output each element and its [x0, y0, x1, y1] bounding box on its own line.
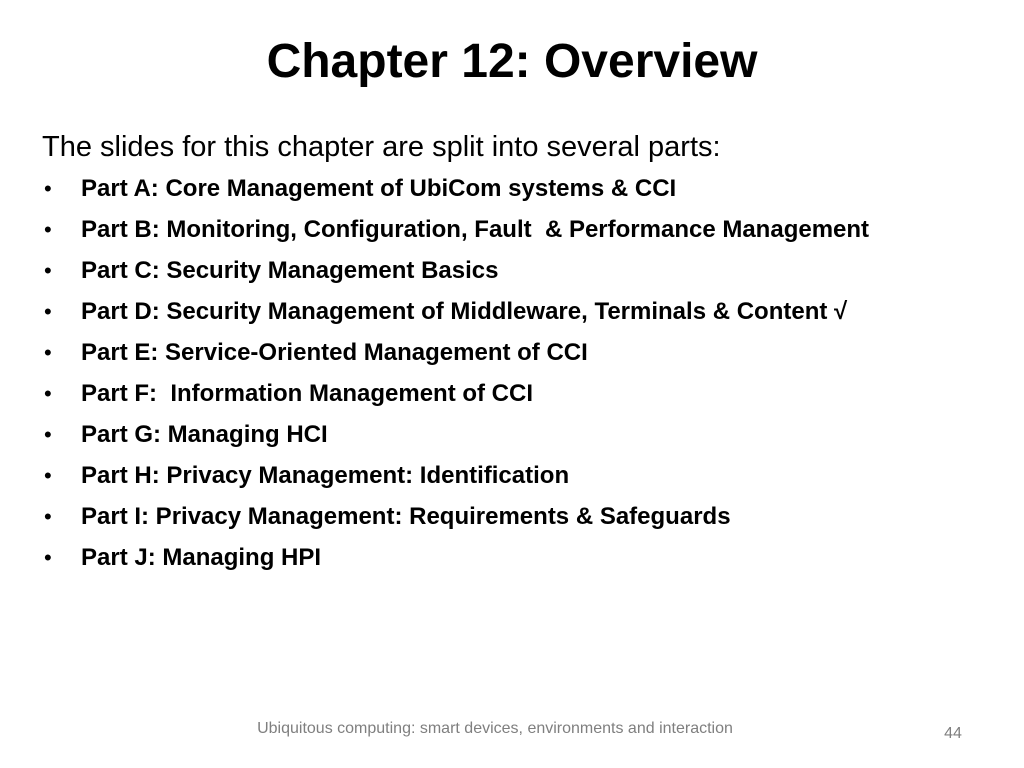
list-item-text: Part C: Security Management Basics — [81, 257, 499, 284]
list-item-part-b — [42, 213, 922, 246]
parts-list — [42, 172, 922, 582]
list-item-text: Part F: Information Management of CCI — [81, 380, 534, 407]
page-number: 44 — [944, 725, 962, 742]
intro-text: The slides for this chapter are split into several parts: — [42, 131, 721, 163]
bullet-icon: • — [44, 463, 52, 488]
slide-title: Chapter 12: Overview — [266, 35, 758, 88]
list-item-part-i — [42, 500, 922, 533]
list-item-text: Part B: Monitoring, Configuration, Fault & Performance Management — [81, 216, 870, 243]
bullet-icon: • — [44, 258, 52, 283]
bullet-icon: • — [44, 299, 52, 324]
list-item-part-e — [42, 336, 922, 369]
bullet-icon: • — [44, 545, 52, 570]
list-item-text: Part D: Security Management of Middleware, Terminals & Content √ — [81, 298, 848, 325]
list-item-text: Part G: Managing HCI — [81, 421, 328, 448]
list-item-text: Part A: Core Management of UbiCom systems & CCI — [81, 175, 677, 202]
list-item-part-a — [42, 172, 922, 205]
list-item-part-c — [42, 254, 922, 287]
bullet-icon: • — [44, 217, 52, 242]
bullet-icon: • — [44, 422, 52, 447]
bullet-icon: • — [44, 504, 52, 529]
list-item-part-j — [42, 541, 922, 574]
bullet-icon: • — [44, 340, 52, 365]
bullet-icon: • — [44, 176, 52, 201]
bullet-icon: • — [44, 381, 52, 406]
list-item-text: Part J: Managing HPI — [81, 544, 322, 571]
list-item-text: Part E: Service-Oriented Management of CCI — [81, 339, 588, 366]
footer-text: Ubiquitous computing: smart devices, environments and interaction — [257, 720, 733, 737]
list-item-text: Part H: Privacy Management: Identification — [81, 462, 570, 489]
list-item-part-d — [42, 295, 922, 328]
list-item-part-h — [42, 459, 922, 492]
list-item-text: Part I: Privacy Management: Requirements & Safeguards — [81, 503, 731, 530]
list-item-part-f — [42, 377, 922, 410]
list-item-part-g — [42, 418, 922, 451]
